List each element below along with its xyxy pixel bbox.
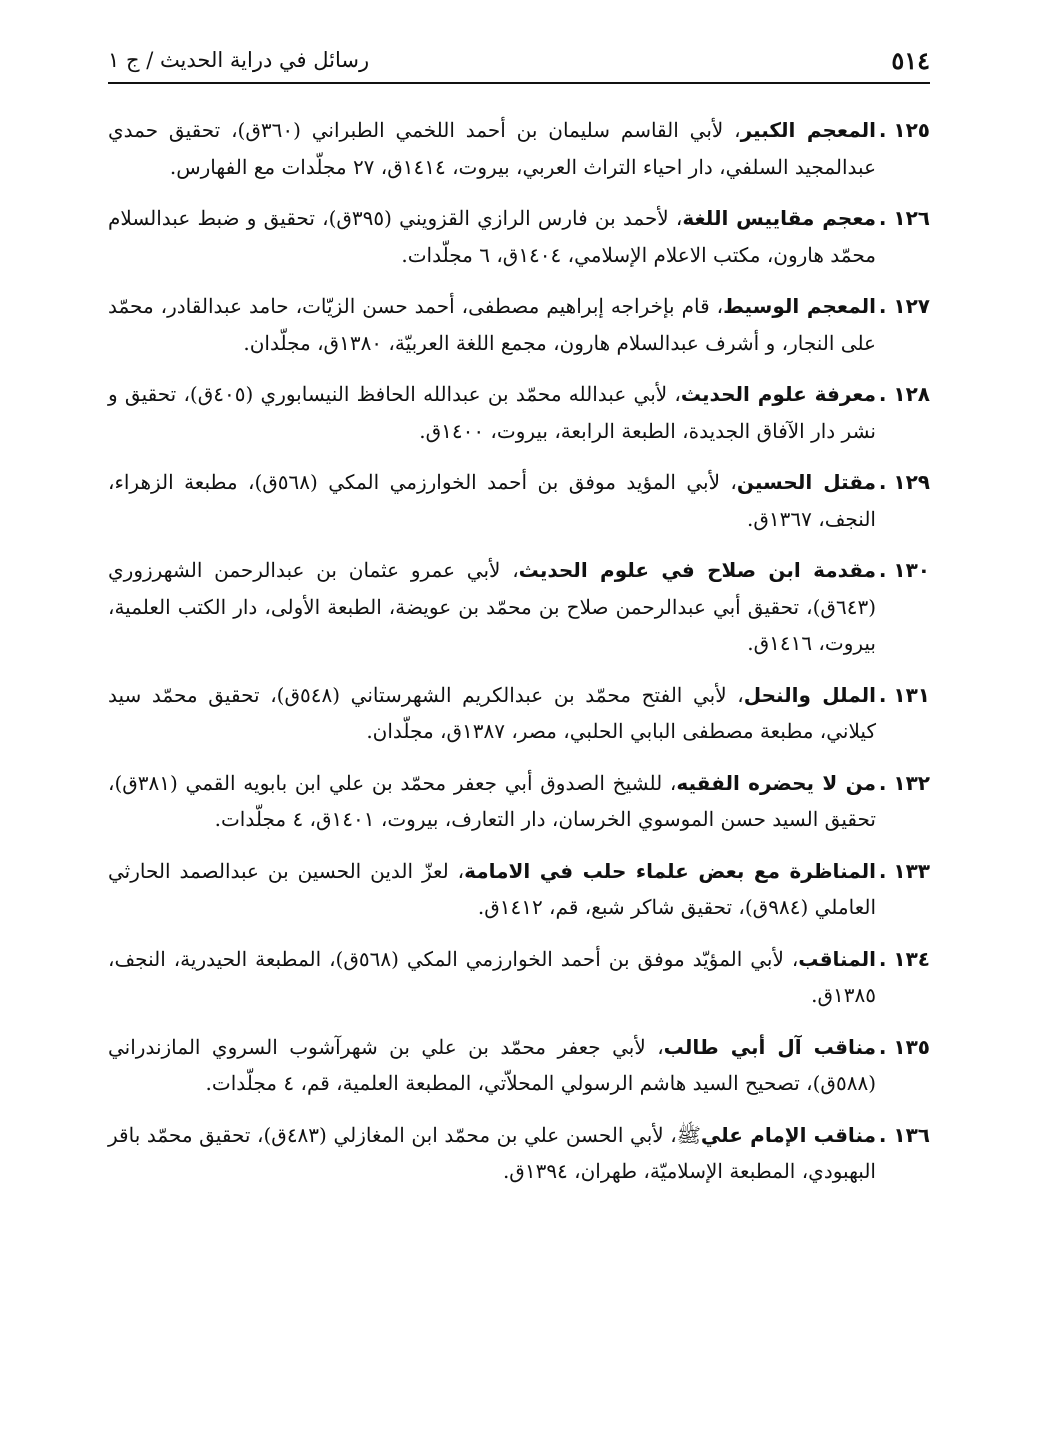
- bibliography-entry: [108, 677, 930, 750]
- bibliography-list: [108, 112, 930, 1205]
- entry-number: ١٢٨ .: [878, 382, 930, 406]
- bibliography-entry: [108, 941, 930, 1014]
- entry-text: ، لأبي عبدالله محمّد بن عبدالله الحافظ النيسابوري (٤٠٥ق)، تحقيق و نشر دار الآفاق الجديدة، الطبعة الرابعة، بيروت، ١٤٠٠ق.: [108, 382, 876, 443]
- page-header: [108, 38, 930, 84]
- page-number: ٥١٤: [891, 45, 930, 75]
- entry-number: ١٣٦ .: [878, 1122, 930, 1147]
- entry-number: ١٣٠ .: [878, 558, 930, 582]
- entry-text: ، لأبي الفتح محمّد بن عبدالكريم الشهرستاني (٥٤٨ق)، تحقيق محمّد سيد كيلاني، مطبعة مصطفى البابي الحلبي، مصر، ١٣٨٧ق، مجلّدان.: [108, 682, 876, 743]
- bibliography-entry: [108, 1029, 930, 1102]
- entry-number: ١٢٩ .: [878, 470, 930, 494]
- entry-title: من لا يحضره الفقيه: [676, 770, 876, 795]
- entry-title: مقدمة ابن صلاح في علوم الحديث: [518, 558, 876, 582]
- bibliography-entry: [108, 288, 930, 361]
- entry-text: ، لأحمد بن فارس الرازي القزويني (٣٩٥ق)، تحقيق و ضبط عبدالسلام محمّد هارون، مكتب الاعلام الإسلامي، ١٤٠٤ق، ٦ مجلّدات.: [108, 206, 876, 267]
- entry-title: مقتل الحسين: [736, 470, 876, 494]
- bibliography-entry: [108, 552, 930, 662]
- entry-title: مناقب الإمام علي: [700, 1122, 876, 1147]
- entry-number: ١٢٦ .: [878, 206, 930, 230]
- bibliography-entry: [108, 376, 930, 449]
- entry-number: ١٣٤ .: [878, 946, 930, 971]
- entry-text: ﷺ، لأبي الحسن علي بن محمّد ابن المغازلي (٤٨٣ق)، تحقيق محمّد باقر البهبودي، المطبعة الإسلاميّة، طهران، ١٣٩٤ق.: [108, 1122, 876, 1183]
- bibliography-entry: [108, 1117, 930, 1190]
- entry-text: ، لأبي جعفر محمّد بن علي بن شهرآشوب السروي المازندراني (٥٨٨ق)، تصحيح السيد هاشم الرسولي المحلاّتي، المطبعة العلمية، قم، ٤ مجلّدات.: [108, 1034, 876, 1095]
- bibliography-entry: [108, 200, 930, 273]
- entry-title: المعجم الوسيط: [723, 294, 876, 318]
- entry-text: ، لعزّ الدين الحسين بن عبدالصمد الحارثي العاملي (٩٨٤ق)، تحقيق شاكر شبع، قم، ١٤١٢ق.: [108, 858, 876, 919]
- entry-title: المناظرة مع بعض علماء حلب في الامامة: [464, 858, 877, 883]
- entry-title: المناقب: [798, 946, 876, 971]
- entry-text: ، للشيخ الصدوق أبي جعفر محمّد بن علي ابن بابويه القمي (٣٨١ق)، تحقيق السيد حسن الموسوي الخرسان، دار التعارف، بيروت، ١٤٠١ق، ٤ مجلّدات.: [108, 770, 876, 831]
- entry-title: المعجم الكبير: [740, 118, 876, 142]
- entry-title: مناقب آل أبي طالب: [663, 1034, 876, 1059]
- entry-number: ١٢٥ .: [878, 118, 930, 142]
- entry-number: ١٣٢ .: [878, 770, 930, 795]
- entry-text: ، لأبي عمرو عثمان بن عبدالرحمن الشهرزوري (٦٤٣ق)، تحقيق أبي عبدالرحمن صلاح بن محمّد بن عويضة، الطبعة الأولى، دار الكتب العلمية، بيروت، ١٤١٦ق.: [108, 558, 876, 655]
- entry-title: الملل والنحل: [743, 682, 876, 707]
- running-title: رسائل في دراية الحديث / ج ١: [108, 48, 370, 72]
- entry-text: ، قام بإخراجه إبراهيم مصطفى، أحمد حسن الزيّات، حامد عبدالقادر، محمّد على النجار، و أشرف عبدالسلام هارون، مجمع اللغة العربيّة، ١٣٨٠ق، مجلّدان.: [108, 294, 876, 355]
- entry-text: ، لأبي القاسم سليمان بن أحمد اللخمي الطبراني (٣٦٠ق)، تحقيق حمدي عبدالمجيد السلفي، دار احياء التراث العربي، بيروت، ١٤١٤ق، ٢٧ مجلّدات مع الفهارس.: [108, 118, 876, 179]
- entry-text: ، لأبي المؤيد موفق بن أحمد الخوارزمي المكي (٥٦٨ق)، مطبعة الزهراء، النجف، ١٣٦٧ق.: [108, 470, 876, 531]
- entry-number: ١٣٣ .: [878, 858, 930, 883]
- bibliography-entry: [108, 853, 930, 926]
- bibliography-entry: [108, 765, 930, 838]
- entry-number: ١٣٥ .: [878, 1034, 930, 1059]
- entry-title: معجم مقاييس اللغة: [682, 206, 876, 230]
- entry-title: معرفة علوم الحديث: [680, 382, 876, 406]
- bibliography-entry: [108, 112, 930, 185]
- entry-number: ١٢٧ .: [878, 294, 930, 318]
- entry-text: ، لأبي المؤيّد موفق بن أحمد الخوارزمي المكي (٥٦٨ق)، المطبعة الحيدرية، النجف، ١٣٨٥ق.: [108, 946, 876, 1007]
- bibliography-entry: [108, 464, 930, 537]
- entry-number: ١٣١ .: [878, 682, 930, 707]
